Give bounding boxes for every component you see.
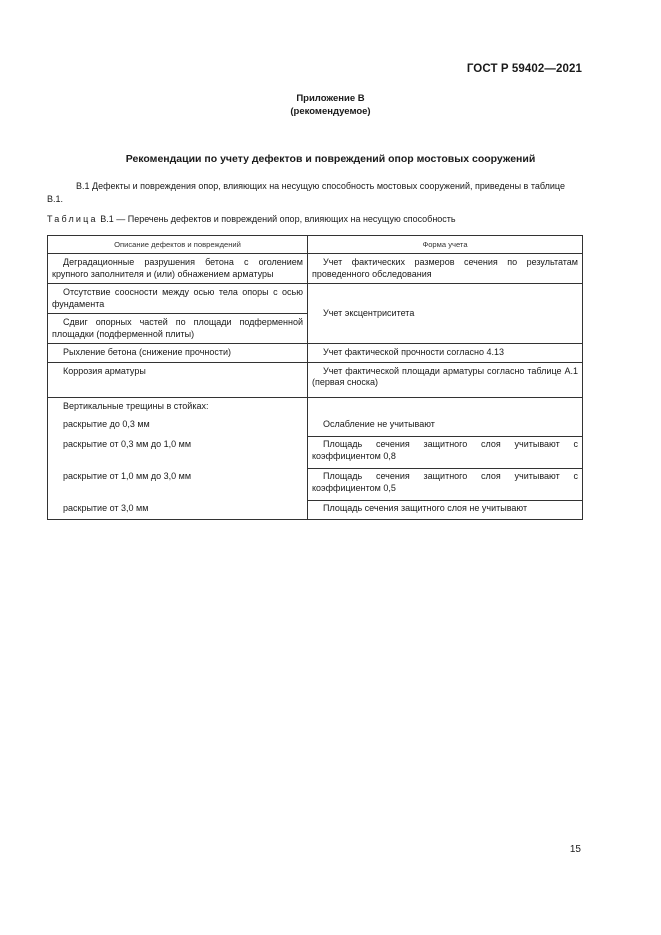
header-description: Описание дефектов и повреждений bbox=[48, 236, 308, 254]
row-5-item-1-form: Ослабление не учитывают bbox=[308, 417, 583, 437]
row-2a-desc: Отсутствие соосности между осью тела опоры с осью фундамента bbox=[48, 284, 308, 314]
appendix-heading bbox=[0, 92, 661, 118]
row-5-item-3-desc: раскрытие от 1,0 мм до 3,0 мм bbox=[48, 469, 308, 501]
table-row bbox=[48, 362, 583, 397]
document-code: ГОСТ Р 59402—2021 bbox=[466, 63, 582, 75]
table-row bbox=[48, 437, 583, 469]
header-form: Форма учета bbox=[308, 236, 583, 254]
row-5-item-1-desc: раскрытие до 0,3 мм bbox=[48, 417, 308, 437]
row-3-form: Учет фактической прочности согласно 4.13 bbox=[308, 344, 583, 363]
row-1-desc: Деградационные разрушения бетона с оголением крупного заполнителя и (или) обнажением арматуры bbox=[48, 254, 308, 284]
page-number: 15 bbox=[569, 844, 581, 855]
intro-paragraph: В.1 Дефекты и повреждения опор, влияющих на несущую способность мостовых сооружений, приведены в таблице В.1. bbox=[47, 181, 565, 204]
table-row bbox=[48, 254, 583, 284]
row-2-form: Учет эксцентриситета bbox=[308, 284, 583, 344]
row-5-item-2-desc: раскрытие от 0,3 мм до 1,0 мм bbox=[48, 437, 308, 469]
row-5-item-4-form: Площадь сечения защитного слоя не учитывают bbox=[308, 501, 583, 520]
table-row bbox=[48, 417, 583, 437]
row-5-heading: Вертикальные трещины в стойках: bbox=[48, 397, 308, 417]
row-4-form: Учет фактической площади арматуры согласно таблице А.1 (первая сноска) bbox=[308, 362, 583, 397]
table-row bbox=[48, 344, 583, 363]
row-1-form: Учет фактических размеров сечения по результатам проведенного обследования bbox=[308, 254, 583, 284]
table-caption bbox=[47, 214, 456, 224]
row-4-desc: Коррозия арматуры bbox=[48, 362, 308, 397]
row-5-item-3-form: Площадь сечения защитного слоя учитывают с коэффициентом 0,5 bbox=[308, 469, 583, 501]
row-5-item-2-form: Площадь сечения защитного слоя учитывают с коэффициентом 0,8 bbox=[308, 437, 583, 469]
table-header-row bbox=[48, 236, 583, 254]
section-title: Рекомендации по учету дефектов и повреждений опор мостовых сооружений bbox=[125, 153, 536, 165]
row-3-desc: Рыхление бетона (снижение прочности) bbox=[48, 344, 308, 363]
row-2b-desc: Сдвиг опорных частей по площади подферменной площадки (подферменной плиты) bbox=[48, 314, 308, 344]
table-row bbox=[48, 397, 583, 417]
table-row bbox=[48, 284, 583, 314]
appendix-subtitle: (рекомендуемое) bbox=[290, 106, 371, 117]
row-5-item-4-desc: раскрытие от 3,0 мм bbox=[48, 501, 308, 520]
appendix-title: Приложение В bbox=[296, 93, 365, 104]
table-row bbox=[48, 469, 583, 501]
table-row bbox=[48, 501, 583, 520]
row-5-empty bbox=[308, 397, 583, 417]
table-caption-prefix: Таблица bbox=[47, 214, 98, 224]
defects-table bbox=[47, 235, 583, 520]
table-caption-text: В.1 — Перечень дефектов и повреждений опор, влияющих на несущую способность bbox=[100, 214, 456, 224]
